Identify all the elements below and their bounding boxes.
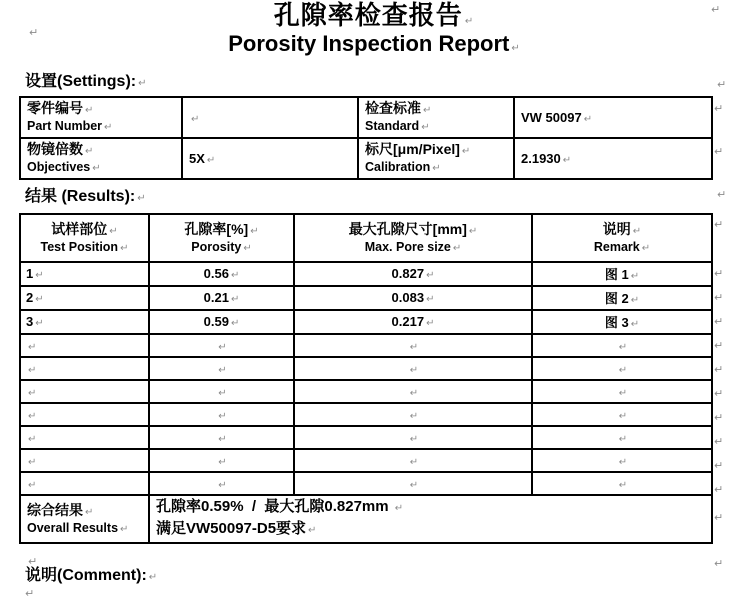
paragraph-mark: ↵	[206, 154, 216, 166]
part-number-label-cell	[20, 97, 182, 138]
calibration-label-en: Calibration	[365, 160, 431, 174]
empty-cell-paragraph-mark: ↵	[618, 410, 628, 422]
empty-table-row	[20, 403, 712, 426]
end-of-row-mark: ↵	[714, 459, 724, 472]
objectives-label-cell	[20, 138, 182, 179]
end-of-row-mark: ↵	[714, 315, 724, 328]
empty-table-row	[20, 449, 712, 472]
paragraph-mark: ↵	[92, 163, 101, 174]
paragraph-mark: ↵	[85, 105, 94, 116]
paragraph-mark: ↵	[432, 163, 441, 174]
standard-label-cell	[358, 97, 514, 138]
paragraph-mark: ↵	[137, 193, 146, 204]
part-number-label-zh: 零件编号	[27, 100, 83, 116]
max-pore-cell: 0.827 ↵	[294, 262, 532, 286]
empty-cell-paragraph-mark: ↵	[618, 479, 628, 491]
table-row	[20, 286, 712, 310]
calibration-value-cell	[514, 138, 712, 179]
settings-row-1	[20, 97, 712, 138]
calibration-label-zh: 标尺[μm/Pixel]	[365, 141, 460, 157]
settings-row-2	[20, 138, 712, 179]
paragraph-mark: ↵	[630, 319, 640, 330]
end-of-row-mark: ↵	[714, 102, 724, 115]
comment-heading-text: 说明(Comment):	[25, 567, 147, 584]
porosity-cell: 0.21 ↵	[149, 286, 294, 310]
paragraph-mark: ↵	[35, 270, 44, 281]
overall-results-label-cell	[20, 495, 149, 543]
max-pore-cell: 0.217 ↵	[294, 310, 532, 334]
paragraph-mark: ↵	[85, 506, 94, 518]
empty-cell-paragraph-mark: ↵	[409, 387, 419, 399]
remark-header-zh: 说明	[602, 220, 631, 237]
paragraph-mark: ↵	[464, 16, 475, 27]
paragraph-mark: ↵	[138, 78, 147, 89]
empty-cell-paragraph-mark: ↵	[28, 387, 37, 399]
paragraph-mark: ↵	[35, 318, 44, 329]
standard-value-cell	[514, 97, 712, 138]
remark-header-en: Remark	[593, 239, 640, 254]
test-position-cell: 1 ↵	[20, 262, 149, 286]
paragraph-mark: ↵	[308, 525, 317, 536]
empty-cell-paragraph-mark: ↵	[618, 433, 628, 445]
end-of-row-mark: ↵	[714, 483, 724, 496]
paragraph-mark: ↵	[250, 225, 259, 237]
paragraph-mark: ↵	[421, 122, 430, 133]
max-pore-header-zh: 最大孔隙尺寸[mm]	[348, 220, 467, 237]
empty-cell-paragraph-mark: ↵	[618, 387, 628, 399]
end-of-row-mark: ↵	[714, 145, 724, 158]
end-of-row-mark: ↵	[714, 339, 724, 352]
calibration-label-cell	[358, 138, 514, 179]
report-title-zh-text: 孔隙率检查报告	[273, 1, 463, 31]
empty-cell-paragraph-mark: ↵	[409, 341, 419, 353]
settings-heading-text: 设置(Settings):	[25, 73, 137, 90]
empty-cell-paragraph-mark: ↵	[218, 364, 227, 376]
paragraph-mark: ↵	[25, 587, 35, 600]
paragraph-mark: ↵	[468, 225, 478, 237]
porosity-header-cell	[149, 214, 294, 262]
end-of-row-mark: ↵	[714, 363, 724, 376]
comment-heading	[25, 566, 157, 587]
end-of-row-mark: ↵	[714, 387, 724, 400]
paragraph-mark: ↵	[426, 318, 435, 329]
paragraph-mark: ↵	[426, 294, 435, 305]
standard-label-en: Standard	[365, 119, 420, 133]
results-heading-text: 结果 (Results):	[25, 188, 136, 205]
paragraph-mark: ↵	[230, 294, 240, 305]
test-position-cell: 2 ↵	[20, 286, 149, 310]
empty-cell-paragraph-mark: ↵	[218, 410, 227, 422]
calibration-value: 2.1930	[521, 150, 561, 166]
paragraph-mark: ↵	[630, 295, 640, 306]
max-pore-header-cell	[294, 214, 532, 262]
overall-results-label-zh: 综合结果	[27, 501, 83, 518]
overall-results-row	[20, 495, 712, 543]
paragraph-mark: ↵	[120, 523, 129, 535]
objectives-label-en: Objectives	[27, 160, 91, 174]
settings-table	[19, 96, 713, 180]
paragraph-mark: ↵	[230, 318, 240, 329]
paragraph-mark: ↵	[583, 113, 593, 125]
empty-table-row	[20, 334, 712, 357]
results-table	[19, 213, 713, 544]
paragraph-mark: ↵	[243, 242, 252, 254]
empty-table-row	[20, 472, 712, 495]
porosity-cell: 0.59 ↵	[149, 310, 294, 334]
settings-heading	[25, 72, 147, 93]
empty-cell-paragraph-mark: ↵	[409, 479, 419, 491]
remark-cell: 图 1 ↵	[532, 262, 712, 286]
end-of-row-mark: ↵	[714, 411, 724, 424]
paragraph-mark: ↵	[711, 3, 721, 16]
paragraph-mark: ↵	[426, 270, 435, 281]
standard-label-zh: 检查标准	[365, 100, 421, 116]
test-position-cell: 3 ↵	[20, 310, 149, 334]
remark-header-cell	[532, 214, 712, 262]
paragraph-mark: ↵	[461, 146, 471, 157]
paragraph-mark: ↵	[714, 557, 724, 570]
empty-cell-paragraph-mark: ↵	[28, 410, 37, 422]
empty-cell-paragraph-mark: ↵	[28, 479, 37, 491]
part-number-label-en: Part Number	[27, 119, 103, 133]
overall-results-value-cell	[149, 495, 712, 543]
table-row	[20, 310, 712, 334]
paragraph-mark: ↵	[511, 43, 520, 54]
empty-cell-paragraph-mark: ↵	[28, 364, 37, 376]
porosity-header-zh: 孔隙率[%]	[184, 220, 249, 237]
porosity-header-en: Porosity	[191, 239, 242, 254]
objectives-value-cell	[182, 138, 358, 179]
paragraph-mark: ↵	[148, 572, 158, 583]
paragraph-mark: ↵	[230, 270, 240, 281]
overall-results-line2: 满足VW50097-D5要求	[156, 520, 307, 537]
paragraph-mark: ↵	[394, 503, 404, 514]
paragraph-mark: ↵	[423, 105, 432, 116]
empty-cell-paragraph-mark: ↵	[28, 341, 37, 353]
empty-cell-paragraph-mark: ↵	[618, 364, 628, 376]
paragraph-mark: ↵	[641, 242, 651, 254]
empty-cell-paragraph-mark: ↵	[28, 456, 37, 468]
empty-cell-paragraph-mark: ↵	[218, 456, 227, 468]
max-pore-cell: 0.083 ↵	[294, 286, 532, 310]
empty-table-row	[20, 426, 712, 449]
empty-cell-paragraph-mark: ↵	[409, 456, 419, 468]
empty-cell-paragraph-mark: ↵	[191, 113, 200, 125]
empty-cell-paragraph-mark: ↵	[28, 433, 37, 445]
overall-results-line1: 孔隙率0.59% / 最大孔隙0.827mm	[156, 498, 393, 515]
empty-cell-paragraph-mark: ↵	[409, 410, 419, 422]
paragraph-mark: ↵	[452, 242, 462, 254]
results-header-row	[20, 214, 712, 262]
paragraph-mark: ↵	[28, 555, 38, 568]
empty-cell-paragraph-mark: ↵	[618, 341, 628, 353]
empty-cell-paragraph-mark: ↵	[618, 456, 628, 468]
paragraph-mark: ↵	[104, 122, 113, 133]
remark-cell: 图 2 ↵	[532, 286, 712, 310]
paragraph-mark: ↵	[632, 225, 642, 237]
report-title-en	[0, 31, 748, 62]
paragraph-mark: ↵	[109, 225, 118, 237]
test-position-header-cell	[20, 214, 149, 262]
empty-cell-paragraph-mark: ↵	[409, 433, 419, 445]
end-of-row-mark: ↵	[714, 218, 724, 231]
empty-cell-paragraph-mark: ↵	[218, 341, 227, 353]
paragraph-mark: ↵	[120, 242, 129, 254]
objectives-value: 5X	[189, 150, 205, 166]
porosity-cell: 0.56 ↵	[149, 262, 294, 286]
empty-cell-paragraph-mark: ↵	[218, 433, 227, 445]
results-heading	[25, 187, 146, 208]
end-of-row-mark: ↵	[714, 511, 724, 524]
report-title-en-text: Porosity Inspection Report	[228, 31, 510, 56]
standard-value: VW 50097	[521, 109, 582, 125]
table-row	[20, 262, 712, 286]
test-position-header-zh: 试样部位	[51, 220, 108, 237]
paragraph-mark: ↵	[29, 26, 39, 39]
end-of-row-mark: ↵	[714, 267, 724, 280]
end-of-row-mark: ↵	[714, 435, 724, 448]
overall-results-label-en: Overall Results	[27, 520, 119, 535]
objectives-label-zh: 物镜倍数	[27, 141, 83, 157]
paragraph-mark: ↵	[717, 188, 727, 201]
empty-cell-paragraph-mark: ↵	[409, 364, 419, 376]
empty-table-row	[20, 357, 712, 380]
remark-cell: 图 3 ↵	[532, 310, 712, 334]
empty-table-row	[20, 380, 712, 403]
paragraph-mark: ↵	[35, 294, 44, 305]
max-pore-header-en: Max. Pore size	[364, 239, 451, 254]
empty-cell-paragraph-mark: ↵	[218, 387, 227, 399]
paragraph-mark: ↵	[85, 146, 94, 157]
part-number-value-cell	[182, 97, 358, 138]
paragraph-mark: ↵	[717, 78, 727, 91]
test-position-header-en: Test Position	[40, 239, 119, 254]
empty-cell-paragraph-mark: ↵	[218, 479, 227, 491]
paragraph-mark: ↵	[630, 271, 640, 282]
end-of-row-mark: ↵	[714, 291, 724, 304]
paragraph-mark: ↵	[562, 154, 572, 166]
